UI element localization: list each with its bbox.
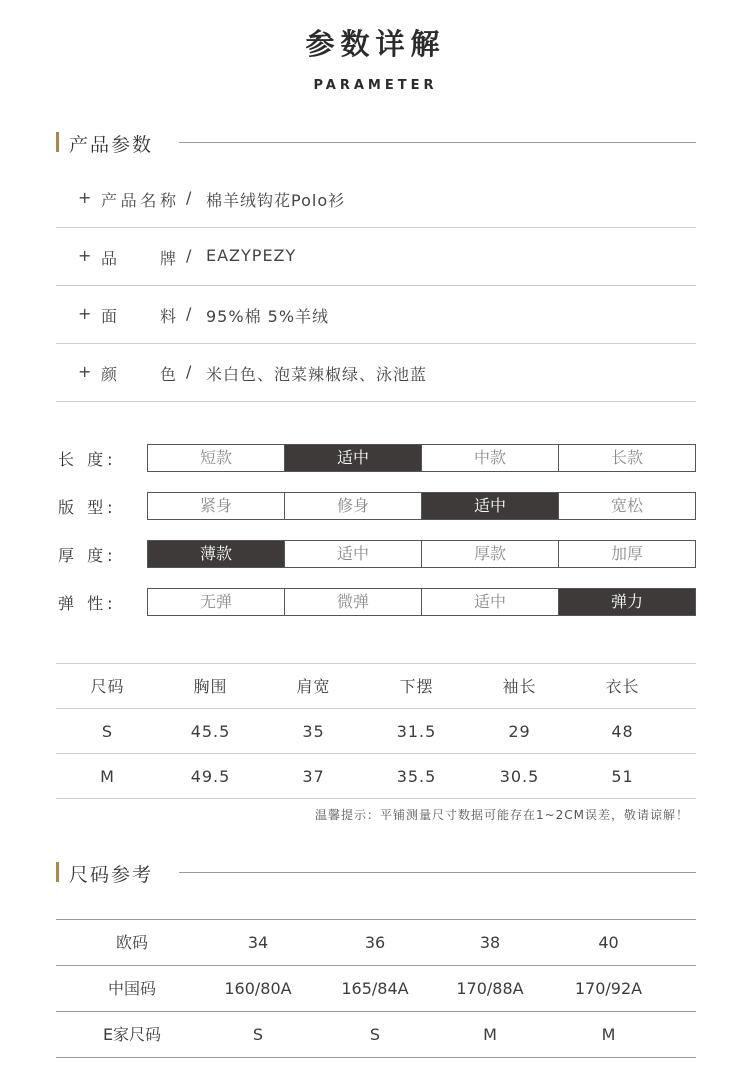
scale-fit	[58, 492, 698, 520]
scale-option: 适中	[421, 589, 558, 615]
table-row-label: E家尺码	[102, 1025, 162, 1044]
table-row-label: 欧码	[115, 933, 148, 952]
table-cell: 40	[598, 933, 619, 952]
scale-label: 弹 性:	[58, 594, 117, 613]
table-header-cell: 衣长	[605, 677, 640, 696]
section-accent-bar	[56, 862, 59, 882]
table-cell: 165/84A	[341, 979, 409, 998]
table-row	[56, 709, 696, 754]
param-row-brand	[56, 228, 696, 286]
section-divider	[179, 872, 696, 873]
plus-icon: +	[78, 246, 92, 265]
table-cell: 35.5	[396, 767, 437, 786]
param-row-color	[56, 344, 696, 402]
section-accent-bar	[56, 132, 59, 152]
plus-icon: +	[78, 304, 92, 323]
table-cell: M	[483, 1025, 497, 1044]
scale-length	[58, 444, 698, 472]
scale-option-selected: 适中	[284, 445, 421, 471]
table-cell: S	[252, 1025, 264, 1044]
scale-option: 无弹	[199, 592, 232, 611]
param-row-material	[56, 286, 696, 344]
plus-icon: +	[78, 188, 92, 207]
scale-elasticity	[58, 588, 698, 616]
table-header-cell: 胸围	[193, 677, 228, 696]
scale-thickness	[58, 540, 698, 568]
plus-icon: +	[78, 362, 92, 381]
param-separator: /	[186, 304, 192, 323]
table-cell: 29	[508, 722, 531, 741]
param-value: 棉羊绒钩花Polo衫	[206, 191, 346, 210]
scale-option: 适中	[284, 541, 421, 567]
param-separator: /	[186, 188, 192, 207]
table-row-label: 中国码	[107, 979, 156, 998]
table-row	[56, 754, 696, 799]
scale-label: 厚 度:	[58, 546, 117, 565]
table-row	[56, 966, 696, 1012]
table-cell: M	[100, 767, 115, 786]
table-cell: 160/80A	[224, 979, 292, 998]
table-cell: 37	[302, 767, 325, 786]
table-header-cell: 尺码	[90, 677, 125, 696]
scale-options	[147, 444, 696, 472]
scale-options	[147, 540, 696, 568]
scale-label: 长 度:	[58, 450, 117, 469]
page-title: 参数详解	[305, 27, 446, 61]
table-cell: 51	[611, 767, 634, 786]
table-cell: 45.5	[190, 722, 231, 741]
scale-option: 短款	[199, 448, 232, 467]
table-cell: 48	[611, 722, 634, 741]
size-table	[56, 663, 696, 799]
table-cell: 49.5	[190, 767, 231, 786]
scale-label: 版 型:	[58, 498, 117, 517]
param-key: 品 牌	[101, 249, 176, 268]
reference-section-header	[56, 860, 696, 884]
scale-option: 修身	[284, 493, 421, 519]
scale-option: 加厚	[558, 541, 695, 567]
table-row	[56, 920, 696, 966]
scale-option: 厚款	[421, 541, 558, 567]
table-cell: 30.5	[499, 767, 540, 786]
table-header-cell: 肩宽	[296, 677, 331, 696]
scale-option: 中款	[421, 445, 558, 471]
scale-option: 长款	[558, 445, 695, 471]
param-value: 95%棉 5%羊绒	[206, 307, 330, 326]
table-cell: 34	[247, 933, 269, 952]
param-row-name	[56, 170, 696, 228]
table-cell: 38	[479, 933, 501, 952]
param-separator: /	[186, 246, 192, 265]
table-cell: 31.5	[396, 722, 437, 741]
scale-option-selected: 适中	[421, 493, 558, 519]
param-value: EAZYPEZY	[206, 246, 297, 265]
table-cell: 170/88A	[456, 979, 524, 998]
scale-option-selected: 弹力	[558, 589, 695, 615]
scale-options	[147, 492, 696, 520]
param-value: 米白色、泡菜辣椒绿、泳池蓝	[206, 365, 428, 384]
table-header-cell: 袖长	[502, 677, 537, 696]
measurement-note: 温馨提示：平铺测量尺寸数据可能存在1~2CM误差，敬请谅解！	[314, 808, 689, 822]
table-header-row	[56, 664, 696, 709]
section-divider	[179, 142, 696, 143]
table-cell: S	[101, 722, 114, 741]
table-cell: 35	[302, 722, 325, 741]
param-key: 面 料	[101, 307, 176, 326]
params-section-header	[56, 130, 696, 154]
page-subtitle: PARAMETER	[313, 78, 438, 93]
table-cell: S	[369, 1025, 381, 1044]
table-cell: 170/92A	[574, 979, 643, 998]
table-cell: 36	[364, 933, 386, 952]
scale-option: 紧身	[199, 496, 232, 515]
table-cell: M	[601, 1025, 616, 1044]
section-title: 尺码参考	[69, 864, 154, 886]
scale-options	[147, 588, 696, 616]
param-separator: /	[186, 362, 192, 381]
table-header-cell: 下摆	[399, 677, 434, 696]
scale-option: 宽松	[558, 493, 695, 519]
scale-option: 微弹	[284, 589, 421, 615]
scale-option-selected: 薄款	[148, 541, 284, 567]
param-key: 颜 色	[101, 365, 176, 384]
param-key: 产 品 名 称	[101, 191, 176, 210]
table-row	[56, 1012, 696, 1058]
section-title: 产品参数	[69, 134, 154, 156]
size-reference-table	[56, 919, 696, 1058]
